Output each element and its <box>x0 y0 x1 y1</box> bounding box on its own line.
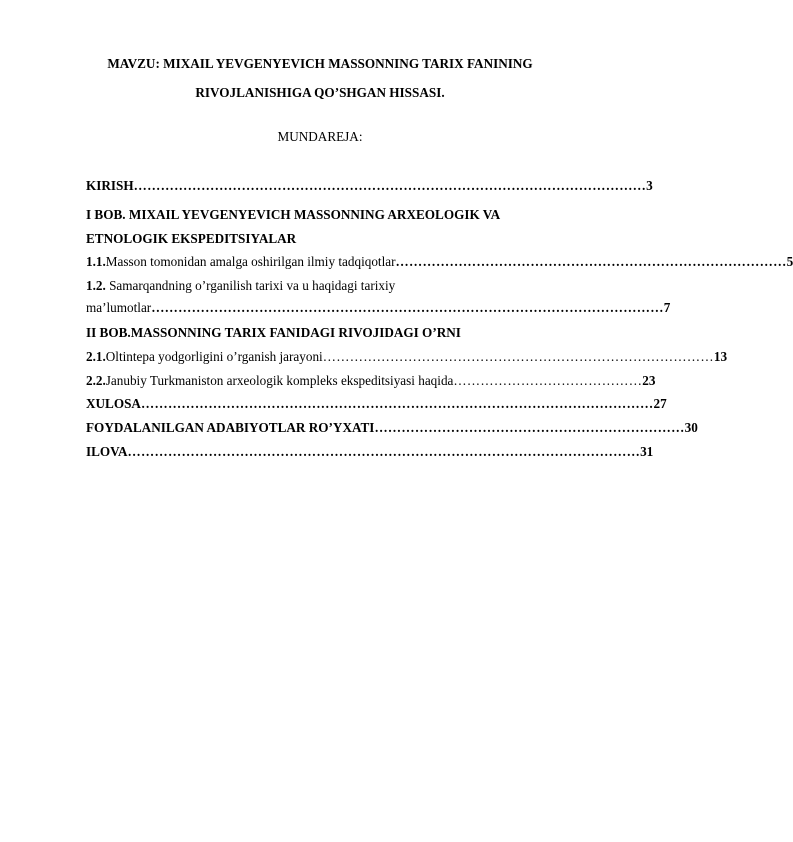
page-title-line-2: RIVOJLANISHIGA QO’SHGAN HISSASI. <box>195 85 445 100</box>
toc-page-number: 3 <box>646 178 653 193</box>
toc-chapter-1-line-2: ETNOLOGIK EKSPEDITSIYALAR <box>86 231 297 246</box>
toc-entry-label: FOYDALANILGAN ADABIYOTLAR RO’YXATI <box>86 420 375 435</box>
toc-entry-2-2 <box>86 373 656 389</box>
toc-leader-dots: …………………………………………………………………………………………………… <box>133 178 647 193</box>
toc-entry-1-1 <box>86 254 793 270</box>
toc-entry-label: Masson tomonidan amalga oshirilgan ilmiy tadqiqotlar <box>105 254 396 269</box>
toc-leader-dots: …………………………………………………………………………… <box>395 254 787 269</box>
toc-entry-1-2-line-2 <box>86 300 671 316</box>
page-title-line-1: MAVZU: MIXAIL YEVGENYEVICH MASSONNING TARIX FANINING <box>107 56 533 71</box>
toc-section-number: 1.2. <box>86 278 106 293</box>
toc-entry-adabiyotlar <box>86 420 698 436</box>
toc-entry-label: KIRISH <box>86 178 134 193</box>
toc-leader-dots: …………………………………… <box>453 373 643 388</box>
toc-entry-label: Oltintepa yodgorligini o’rganish jarayoni <box>105 349 323 364</box>
toc-leader-dots: …………………………………………………………………………………………………… <box>127 444 641 459</box>
toc-entry-label: ma’lumotlar <box>86 300 152 315</box>
toc-page-number: 27 <box>653 396 667 411</box>
toc-section-number: 2.2. <box>86 373 106 388</box>
contents-heading: MUNDAREJA: <box>277 129 363 144</box>
toc-page-number: 13 <box>713 349 728 364</box>
toc-page-number: 7 <box>663 300 671 315</box>
toc-page-number: 30 <box>684 420 698 435</box>
toc-leader-dots: …………………………………………………………… <box>374 420 685 435</box>
toc-entry-xulosa <box>86 396 667 412</box>
toc-chapter-1-line-1: I BOB. MIXAIL YEVGENYEVICH MASSONNING ARXEOLOGIK VA <box>86 207 501 222</box>
toc-entry-label: XULOSA <box>86 396 141 411</box>
toc-section-number: 2.1. <box>86 349 106 364</box>
toc-page-number: 23 <box>642 373 656 388</box>
toc-entry-label: Janubiy Turkmaniston arxeologik kompleks ekspeditsiyasi haqida <box>105 373 454 388</box>
toc-section-number: 1.1. <box>86 254 106 269</box>
toc-chapter-2: II BOB.MASSONNING TARIX FANIDAGI RIVOJIDAGI O’RNI <box>86 325 461 340</box>
toc-entry-label: Samarqandning o’rganilish tarixi va u haqidagi tarixiy <box>105 278 396 293</box>
toc-page-number: 5 <box>786 254 793 269</box>
toc-entry-ilova <box>86 444 654 460</box>
toc-entry-1-2-line-1 <box>86 278 547 294</box>
toc-entry-label: ILOVA <box>86 444 128 459</box>
toc-leader-dots: …………………………………………………………………………… <box>322 349 714 364</box>
toc-leader-dots: …………………………………………………………………………………………………… <box>151 300 664 315</box>
toc-leader-dots: …………………………………………………………………………………………………… <box>140 396 654 411</box>
toc-entry-kirish <box>86 178 653 194</box>
toc-page-number: 31 <box>640 444 654 459</box>
toc-entry-2-1 <box>86 349 728 365</box>
